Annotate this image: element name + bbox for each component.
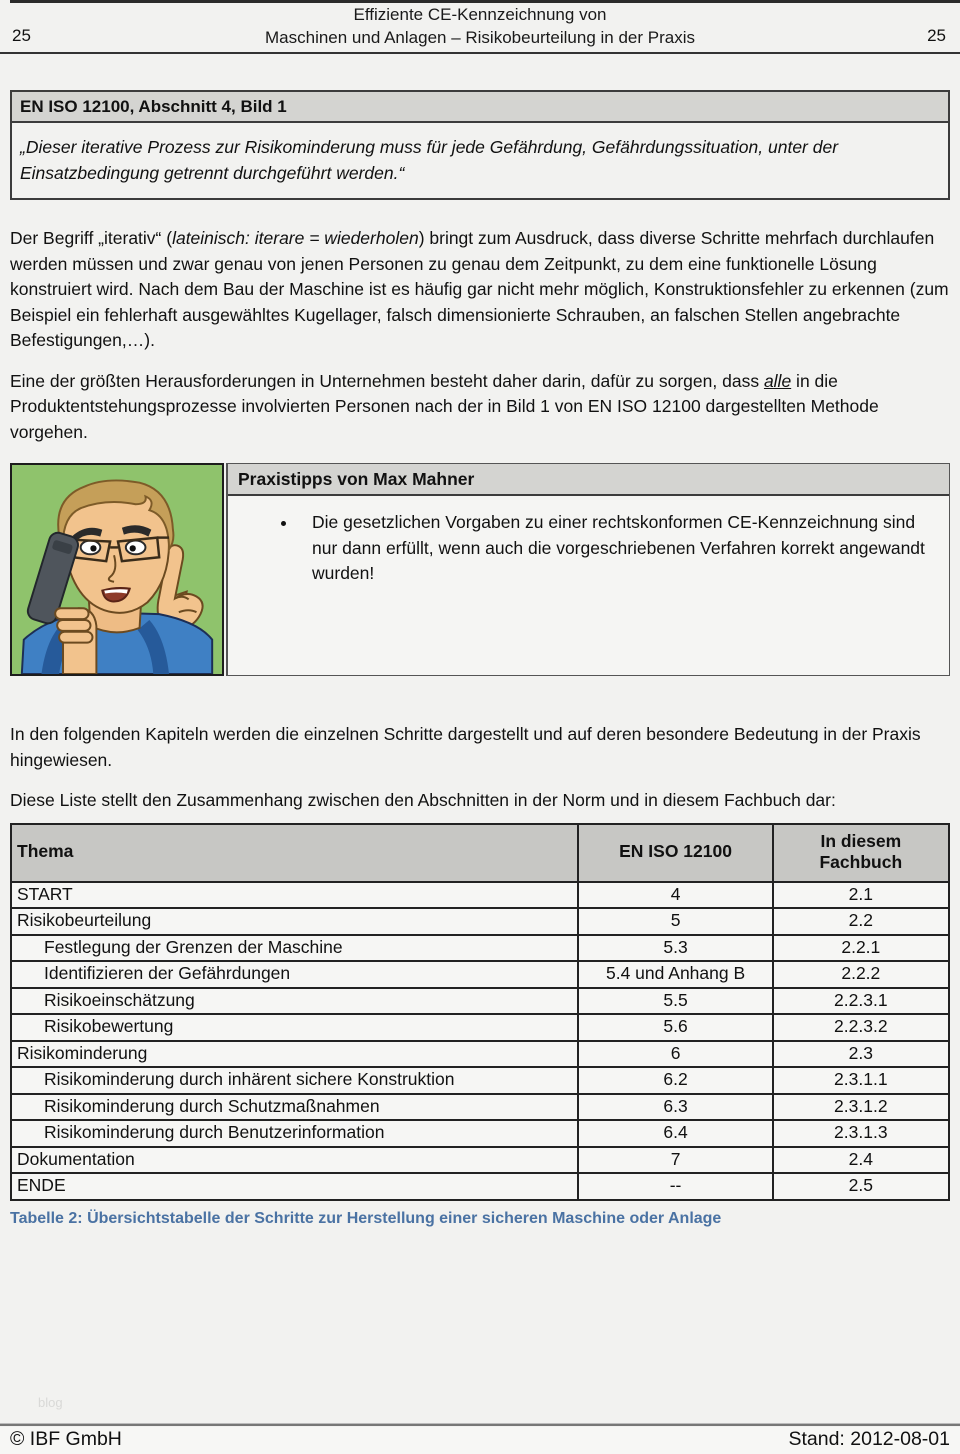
content-area	[0, 90, 960, 1228]
cell-norm: 4	[578, 882, 772, 909]
cell-norm: 6	[578, 1041, 772, 1068]
table-row	[11, 1147, 949, 1174]
cell-thema: Risikominderung	[11, 1041, 578, 1068]
cell-fachbuch: 2.3.1.2	[773, 1094, 949, 1121]
table-header-row	[11, 824, 949, 882]
running-head-title-line1: Effiziente CE-Kennzeichnung von	[353, 5, 607, 24]
cell-thema: Risikominderung durch Schutzmaßnahmen	[11, 1094, 578, 1121]
cell-fachbuch: 2.3.1.3	[773, 1120, 949, 1147]
paragraph-herausforderungen-part1: Eine der größten Herausforderungen in Unternehmen besteht daher darin, dafür zu sorgen, dass	[10, 370, 764, 391]
cell-fachbuch: 2.3	[773, 1041, 949, 1068]
cell-thema: Risikominderung durch Benutzerinformation	[11, 1120, 578, 1147]
running-head-title-line2: Maschinen und Anlagen – Risikobeurteilung in der Praxis	[265, 28, 695, 47]
running-head	[0, 0, 960, 54]
cell-norm: 5	[578, 908, 772, 935]
cell-thema: Festlegung der Grenzen der Maschine	[11, 935, 578, 962]
cell-fachbuch: 2.1	[773, 882, 949, 909]
table-row	[11, 908, 949, 935]
table-row	[11, 1067, 949, 1094]
cell-fachbuch: 2.2.2	[773, 961, 949, 988]
cell-thema: Risikobeurteilung	[11, 908, 578, 935]
cell-thema: ENDE	[11, 1173, 578, 1200]
table-caption: Tabelle 2: Übersichtstabelle der Schritte zur Herstellung einer sicheren Maschine oder Anlage	[10, 1209, 722, 1227]
cell-norm: 5.6	[578, 1014, 772, 1041]
paragraph-herausforderungen-alle: alle	[763, 370, 792, 391]
cell-thema: Risikoeinschätzung	[11, 988, 578, 1015]
table-row	[11, 988, 949, 1015]
cell-norm: 5.4 und Anhang B	[578, 961, 772, 988]
norm-overview-table	[10, 823, 950, 1201]
footer-copyright: © IBF GmbH	[10, 1428, 122, 1450]
table-row	[11, 1094, 949, 1121]
table-row	[11, 1120, 949, 1147]
footer-rule	[0, 1423, 960, 1426]
page-number-right: 25	[927, 26, 946, 45]
cell-thema: Dokumentation	[11, 1147, 578, 1174]
cell-norm: 6.2	[578, 1067, 772, 1094]
cell-norm: 6.4	[578, 1120, 772, 1147]
paragraph-herausforderungen-part2: in die Produktentstehungsprozesse involvierten Personen nach der in Bild 1 von EN ISO 12100 dargestellten Methode vorgehen.	[10, 370, 879, 442]
cell-fachbuch: 2.5	[773, 1173, 949, 1200]
cell-fachbuch: 2.2.3.2	[773, 1014, 949, 1041]
cell-thema: START	[11, 882, 578, 909]
cell-thema: Risikominderung durch inhärent sichere Konstruktion	[11, 1067, 578, 1094]
praxistipps-title: Praxistipps von Max Mahner	[228, 464, 949, 496]
table-row	[11, 1014, 949, 1041]
cell-thema: Identifizieren der Gefährdungen	[11, 961, 578, 988]
paragraph-iterativ-part2: ) bringt zum Ausdruck, dass diverse Schritte mehrfach durchlaufen werden müssen und zwar genau von jenen Personen zu genau dem Zeitpunkt, zu dem eine funktionelle Lösung konstruiert wird. Nach dem Bau der Maschine ist es häufig gar nicht mehr möglich, Konstruktionsfehler zu erkennen (zum Beispiel ein fehlerhaft ausgewähltes Kugellager, falsch dimensionierte Schrauben, an falschen Stellen angebrachte Befestigungen,…).	[10, 228, 949, 350]
max-mahner-cartoon	[12, 465, 222, 674]
paragraph-herausforderungen	[10, 369, 950, 446]
cell-norm: 6.3	[578, 1094, 772, 1121]
cell-fachbuch: 2.2	[773, 908, 949, 935]
praxistipps-panel	[226, 463, 950, 676]
paragraph-iterativ-latin: lateinisch: iterare = wiederholen	[172, 228, 419, 248]
cell-thema: Risikobewertung	[11, 1014, 578, 1041]
paragraph-iterativ	[10, 226, 950, 354]
norm-box-title: EN ISO 12100, Abschnitt 4, Bild 1	[12, 92, 948, 123]
table-row	[11, 935, 949, 962]
cell-fachbuch: 2.2.3.1	[773, 988, 949, 1015]
table-row	[11, 1041, 949, 1068]
column-header-thema: Thema	[11, 824, 578, 882]
page-number-left: 25	[12, 26, 31, 45]
cell-norm: 7	[578, 1147, 772, 1174]
paragraph-kapitel: In den folgenden Kapiteln werden die einzelnen Schritte dargestellt und auf deren besondere Bedeutung in der Praxis hingewiesen.	[10, 724, 921, 770]
cell-fachbuch: 2.2.1	[773, 935, 949, 962]
column-header-fachbuch: In diesem Fachbuch	[773, 824, 949, 882]
cell-fachbuch: 2.3.1.1	[773, 1067, 949, 1094]
praxistipps-bullet: • Die gesetzlichen Vorgaben zu einer rechtskonformen CE-Kennzeichnung sind nur dann erfüllt, wenn auch die vorgeschriebenen Verfahren korrekt angewandt wurden!	[298, 510, 939, 587]
praxistipps-box	[10, 463, 950, 676]
cell-fachbuch: 2.4	[773, 1147, 949, 1174]
cell-norm: 5.3	[578, 935, 772, 962]
norm-quote-box	[10, 90, 950, 200]
paragraph-liste: Diese Liste stellt den Zusammenhang zwischen den Abschnitten in der Norm und in diesem Fachbuch dar:	[10, 790, 836, 810]
table-row	[11, 1173, 949, 1200]
table-row	[11, 961, 949, 988]
max-mahner-illustration	[10, 463, 224, 676]
praxistipps-body	[228, 496, 949, 675]
watermark-text: blog	[38, 1395, 63, 1410]
table-row	[11, 882, 949, 909]
page-footer	[0, 1427, 960, 1454]
paragraph-iterativ-part1: Der Begriff „iterativ“ (	[10, 228, 173, 248]
footer-date: Stand: 2012-08-01	[788, 1428, 950, 1450]
norm-box-quote: „Dieser iterative Prozess zur Risikominderung muss für jede Gefährdung, Gefährdungssituation, unter der Einsatzbedingung getrennt durchgeführt werden.“	[20, 137, 839, 183]
cell-norm: 5.5	[578, 988, 772, 1015]
column-header-norm: EN ISO 12100	[578, 824, 772, 882]
cell-norm: --	[578, 1173, 772, 1200]
